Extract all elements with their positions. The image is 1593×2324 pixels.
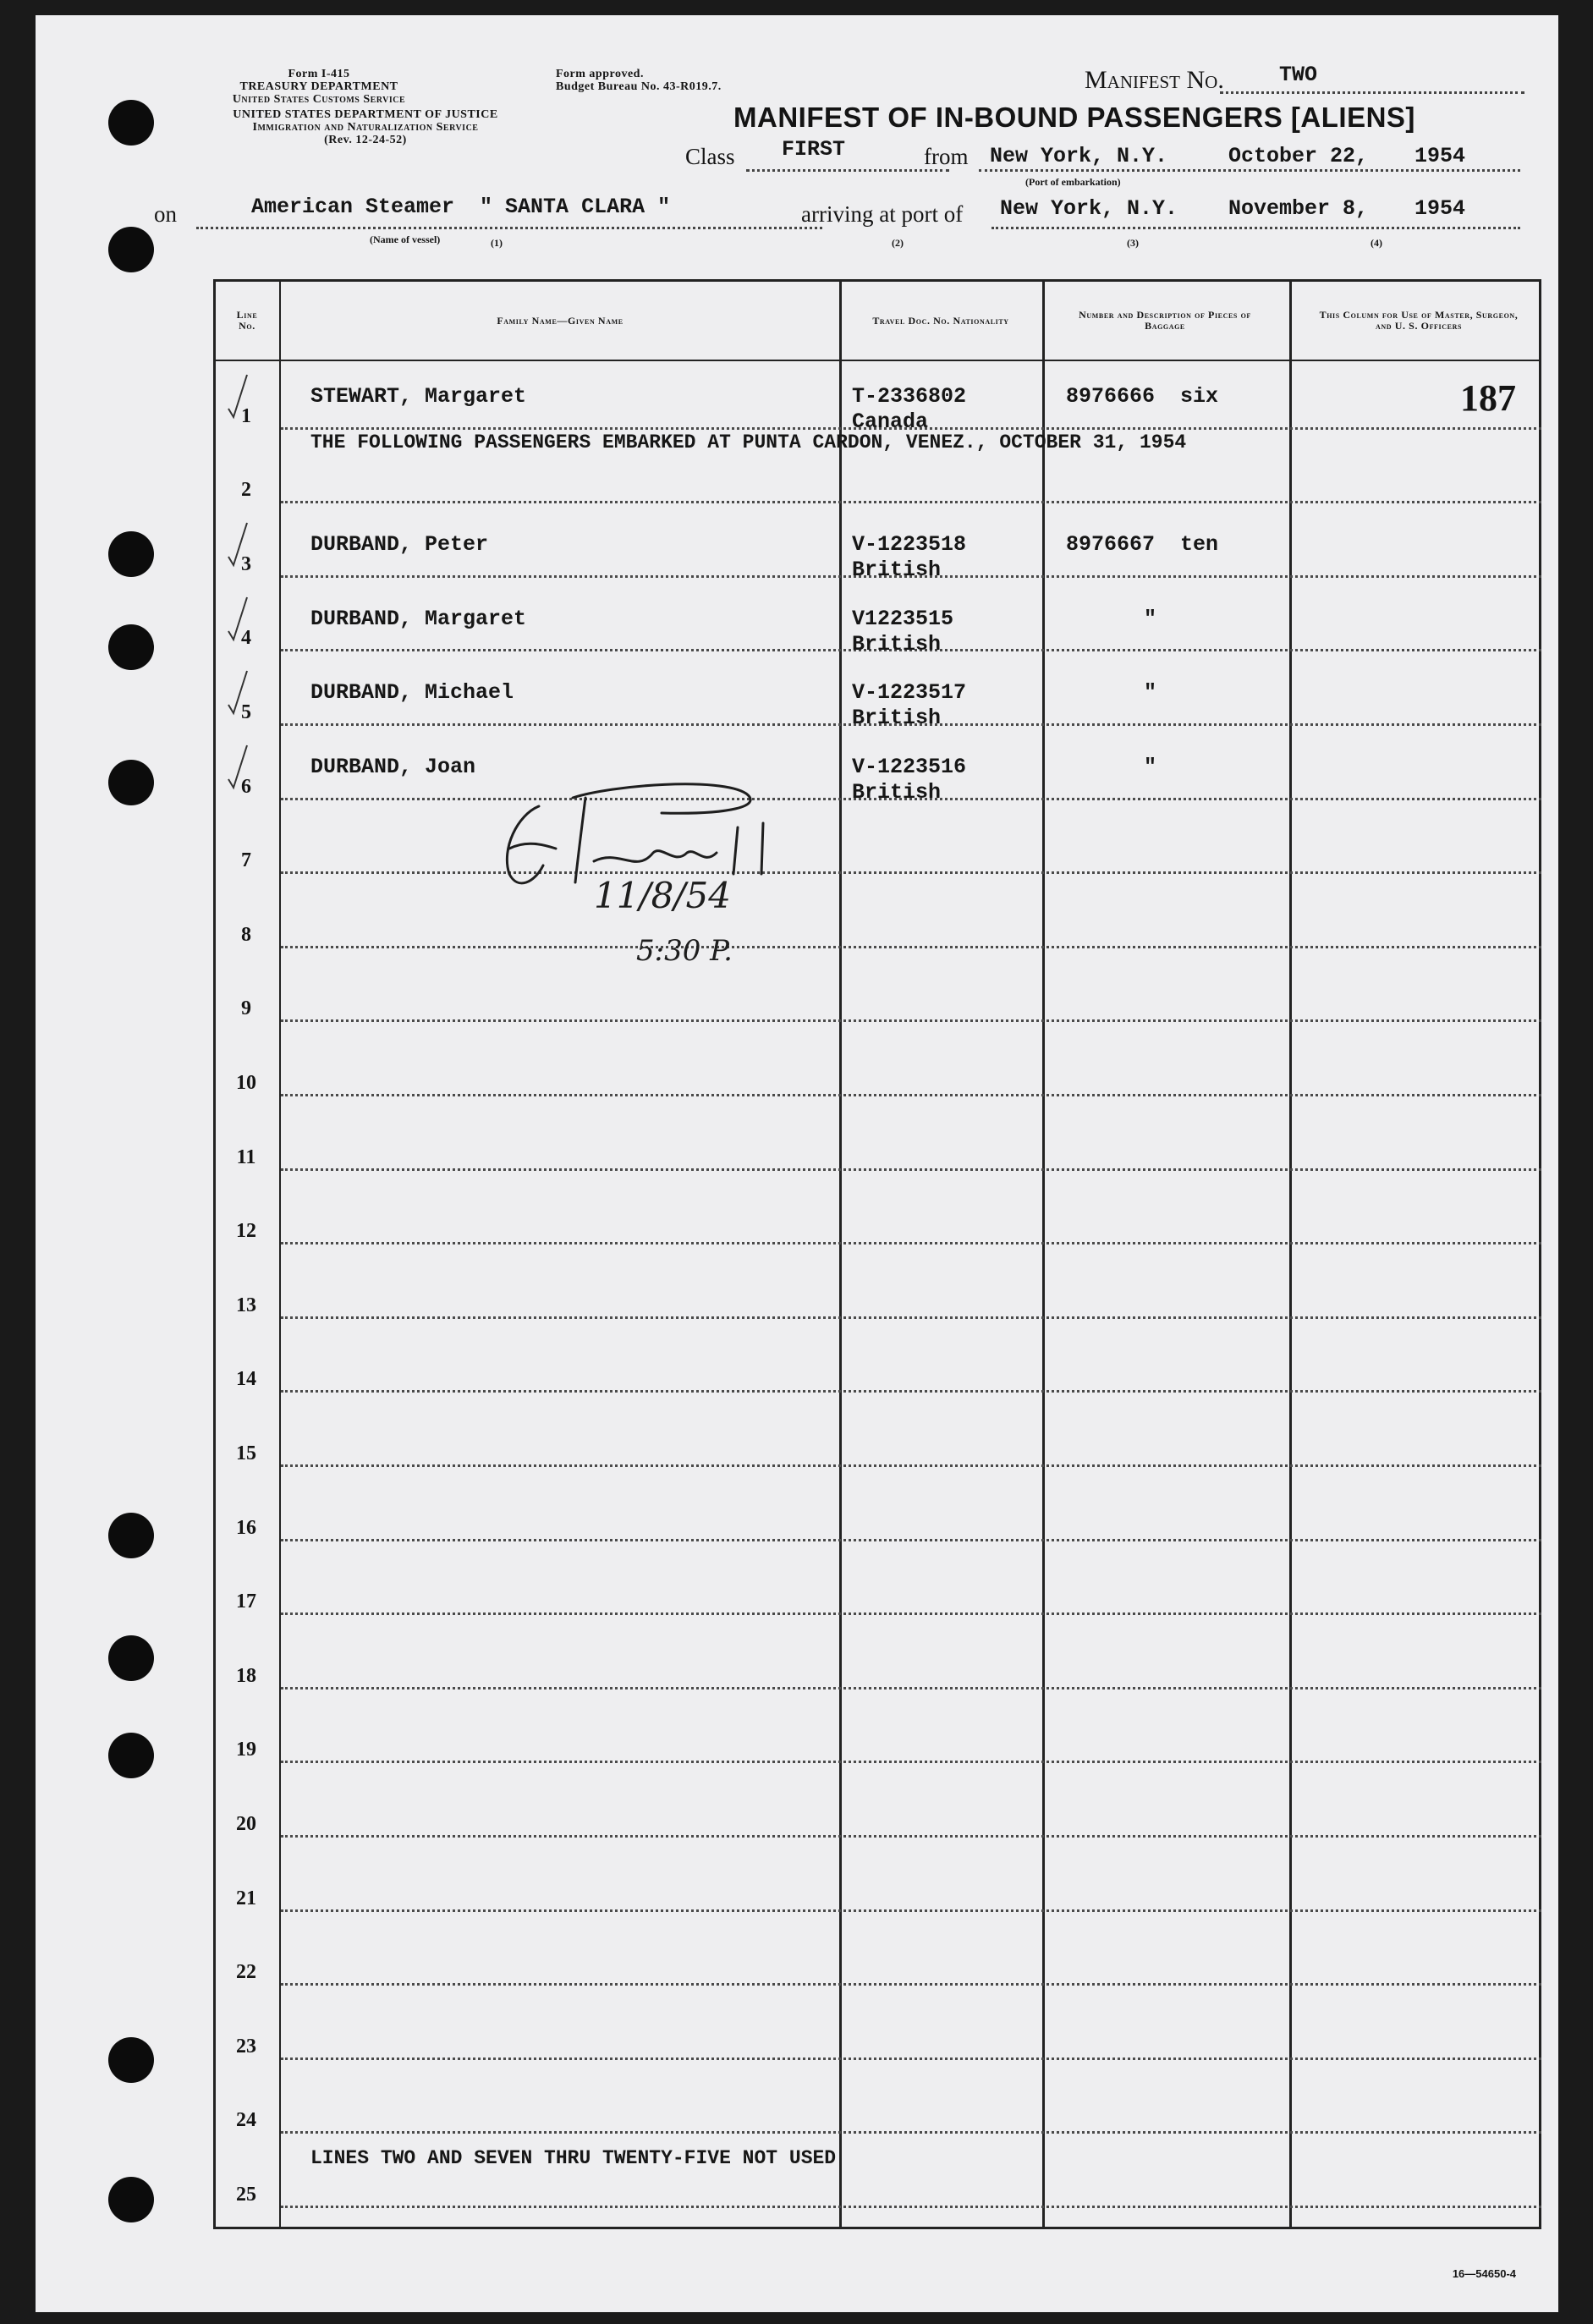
baggage-description: " <box>1144 606 1157 631</box>
table-row <box>213 431 1541 511</box>
punch-hole <box>108 2177 154 2222</box>
row-number: 23 <box>236 2035 256 2058</box>
office-number: 187 <box>1460 377 1516 419</box>
dept-ins: Immigration and Naturalization Service <box>252 121 479 134</box>
arrival-line <box>992 227 1520 229</box>
row-number: 14 <box>236 1368 256 1391</box>
baggage-description: 8976666 six <box>1066 384 1219 409</box>
vessel-caption: (Name of vessel) <box>370 233 441 245</box>
row-number: 22 <box>236 1961 256 1984</box>
class-line <box>746 169 949 172</box>
manifest-page <box>36 15 1558 2312</box>
header-officers: This Column for Use of Master, Surgeon, and U. S. Officers <box>1319 309 1519 332</box>
row-dotted-line <box>281 1909 1541 1912</box>
form-number: Form I-415 <box>288 68 350 80</box>
header-line-no: Line No. <box>236 309 258 332</box>
travel-doc-cell <box>852 384 966 435</box>
vessel-line <box>196 227 822 229</box>
row-note: THE FOLLOWING PASSENGERS EMBARKED AT PUNTA CARDON, VENEZ., OCTOBER 31, 1954 <box>310 431 1187 453</box>
header-name: Family Name—Given Name <box>497 314 623 327</box>
row-dotted-line <box>281 1983 1541 1986</box>
from-year: 1954 <box>1414 144 1466 168</box>
vessel-name: American Steamer " SANTA CLARA " <box>251 195 671 219</box>
table-row <box>213 1251 1541 1326</box>
row-number: 7 <box>241 849 251 872</box>
form-revision: (Rev. 12-24-52) <box>324 134 407 146</box>
class-label: Class <box>685 144 735 169</box>
travel-doc-number: V-1223517 <box>852 680 967 706</box>
table-row <box>213 1178 1541 1252</box>
col2-number: (2) <box>892 237 904 249</box>
travel-doc-cell <box>852 607 953 657</box>
form-header-left <box>188 68 450 106</box>
baggage-description: " <box>1144 680 1157 706</box>
row-number: 9 <box>241 997 251 1020</box>
punch-hole <box>108 227 154 272</box>
signature-date: 11/8/54 <box>594 875 731 916</box>
table-row <box>213 1992 1541 2067</box>
baggage-description: 8976667 ten <box>1066 532 1219 558</box>
dept-customs: United States Customs Service <box>232 93 406 106</box>
punch-hole <box>108 100 154 146</box>
row-dotted-line <box>281 1613 1541 1615</box>
row-number: 21 <box>236 1887 256 1909</box>
arrival-year: 1954 <box>1414 196 1466 221</box>
table-row <box>213 1103 1541 1178</box>
check-mark-icon <box>225 741 250 792</box>
row-dotted-line <box>281 946 1541 948</box>
table-row <box>213 807 1541 882</box>
travel-doc-cell <box>852 532 966 583</box>
nationality: British <box>852 780 942 805</box>
form-header-justice <box>167 108 564 146</box>
table-row <box>213 1844 1541 1919</box>
nationality: British <box>852 558 942 583</box>
baggage-description: " <box>1144 755 1157 779</box>
row-dotted-line <box>281 2206 1541 2208</box>
table-row <box>213 1029 1541 1103</box>
row-number: 6 <box>241 775 251 798</box>
row-number: 20 <box>236 1812 256 1835</box>
punch-hole <box>108 2037 154 2083</box>
travel-doc-cell <box>852 755 966 805</box>
passenger-name: DURBAND, Peter <box>310 532 489 558</box>
signature-stamp <box>492 781 848 975</box>
table-row <box>213 881 1541 955</box>
travel-doc-number: T-2336802 <box>852 384 967 409</box>
footer-form-code: 16—54650-4 <box>1452 2267 1516 2280</box>
table-row <box>213 2140 1541 2215</box>
row-dotted-line <box>281 1390 1541 1393</box>
row-number: 13 <box>236 1294 256 1316</box>
header-baggage: Number and Description of Pieces of Baggage <box>1079 309 1251 332</box>
port-caption: (Port of embarkation) <box>1025 176 1121 188</box>
on-label: on <box>154 201 177 227</box>
punch-hole <box>108 1733 154 1778</box>
budget-text: Budget Bureau No. 43-R019.7. <box>556 80 722 93</box>
row-number: 25 <box>236 2183 256 2206</box>
check-mark-icon <box>225 667 250 717</box>
row-dotted-line <box>281 2131 1541 2134</box>
travel-doc-number: V-1223516 <box>852 755 967 779</box>
nationality: British <box>852 706 942 731</box>
row-number: 16 <box>236 1516 256 1539</box>
row-number: 18 <box>236 1664 256 1687</box>
form-approval <box>556 68 722 93</box>
passenger-name: DURBAND, Michael <box>310 680 514 706</box>
punch-hole <box>108 1513 154 1558</box>
row-note: LINES TWO AND SEVEN THRU TWENTY-FIVE NOT USED <box>310 2147 837 2170</box>
travel-doc-number: V-1223518 <box>852 532 967 558</box>
punch-hole <box>108 760 154 805</box>
row-number: 3 <box>241 552 251 575</box>
class-value: FIRST <box>782 137 846 162</box>
row-number: 12 <box>236 1220 256 1243</box>
passenger-name: DURBAND, Margaret <box>310 606 527 631</box>
table-row <box>213 510 1541 585</box>
row-dotted-line <box>281 1761 1541 1763</box>
check-mark-icon <box>225 371 250 421</box>
table-row <box>213 1548 1541 1623</box>
from-label: from <box>924 144 969 169</box>
dept-treasury: TREASURY DEPARTMENT <box>239 80 398 93</box>
punch-hole <box>108 531 154 577</box>
travel-doc-number: V1223515 <box>852 606 954 631</box>
from-line <box>979 169 1520 172</box>
row-number: 4 <box>241 627 251 650</box>
table-row <box>213 1770 1541 1844</box>
row-dotted-line <box>281 1539 1541 1541</box>
row-dotted-line <box>281 1464 1541 1467</box>
passenger-name: STEWART, Margaret <box>310 384 527 409</box>
col3-number: (3) <box>1127 237 1139 249</box>
row-number: 8 <box>241 923 251 946</box>
header-doc: Travel Doc. No. Nationality <box>872 314 1009 327</box>
row-dotted-line <box>281 871 1541 874</box>
row-number: 11 <box>236 1146 256 1168</box>
travel-doc-cell <box>852 680 966 731</box>
col1-number: (1) <box>491 237 503 249</box>
manifest-no-value: TWO <box>1279 63 1318 87</box>
table-row <box>213 658 1541 733</box>
manifest-no-line <box>1220 91 1524 94</box>
row-number: 15 <box>236 1442 256 1464</box>
arriving-label: arriving at port of <box>801 201 964 227</box>
from-date: October 22, <box>1228 144 1369 168</box>
check-mark-icon <box>225 519 250 569</box>
table-row <box>213 1399 1541 1474</box>
check-mark-icon <box>225 593 250 644</box>
table-row <box>213 362 1541 437</box>
row-dotted-line <box>281 2058 1541 2060</box>
row-number: 17 <box>236 1591 256 1613</box>
row-dotted-line <box>281 1687 1541 1689</box>
row-dotted-line <box>281 1019 1541 1022</box>
table-row <box>213 1622 1541 1696</box>
table-row <box>213 1919 1541 1993</box>
row-dotted-line <box>281 1242 1541 1244</box>
manifest-no-label: Manifest No. <box>1085 66 1224 94</box>
row-dotted-line <box>281 1316 1541 1319</box>
row-number: 5 <box>241 700 251 723</box>
page-title: MANIFEST OF IN-BOUND PASSENGERS [ALIENS] <box>733 102 1415 133</box>
table-row <box>213 1696 1541 1771</box>
arrival-port: New York, N.Y. <box>1000 196 1178 221</box>
passenger-name: DURBAND, Joan <box>310 755 476 779</box>
row-dotted-line <box>281 1835 1541 1838</box>
arrival-date: November 8, <box>1228 196 1369 221</box>
row-dotted-line <box>281 501 1541 503</box>
signature-time: 5:30 P. <box>636 934 733 968</box>
approval-text: Form approved. <box>556 68 644 80</box>
nationality: British <box>852 631 942 657</box>
table-row <box>213 2067 1541 2141</box>
row-number: 10 <box>236 1071 256 1094</box>
col4-number: (4) <box>1371 237 1382 249</box>
row-number: 19 <box>236 1739 256 1761</box>
punch-hole <box>108 624 154 670</box>
row-number: 2 <box>241 479 251 502</box>
nationality: Canada <box>852 409 929 434</box>
row-number: 1 <box>241 404 251 427</box>
table-row <box>213 1474 1541 1548</box>
table-row <box>213 585 1541 659</box>
table-row <box>213 733 1541 807</box>
table-row <box>213 1326 1541 1400</box>
header-divider <box>213 360 1541 361</box>
dept-justice: UNITED STATES DEPARTMENT OF JUSTICE <box>233 108 498 121</box>
row-number: 24 <box>236 2109 256 2132</box>
from-port: New York, N.Y. <box>990 144 1168 168</box>
punch-hole <box>108 1635 154 1681</box>
row-dotted-line <box>281 1168 1541 1171</box>
passenger-table <box>213 279 1541 2229</box>
table-row <box>213 955 1541 1030</box>
row-dotted-line <box>281 1094 1541 1096</box>
